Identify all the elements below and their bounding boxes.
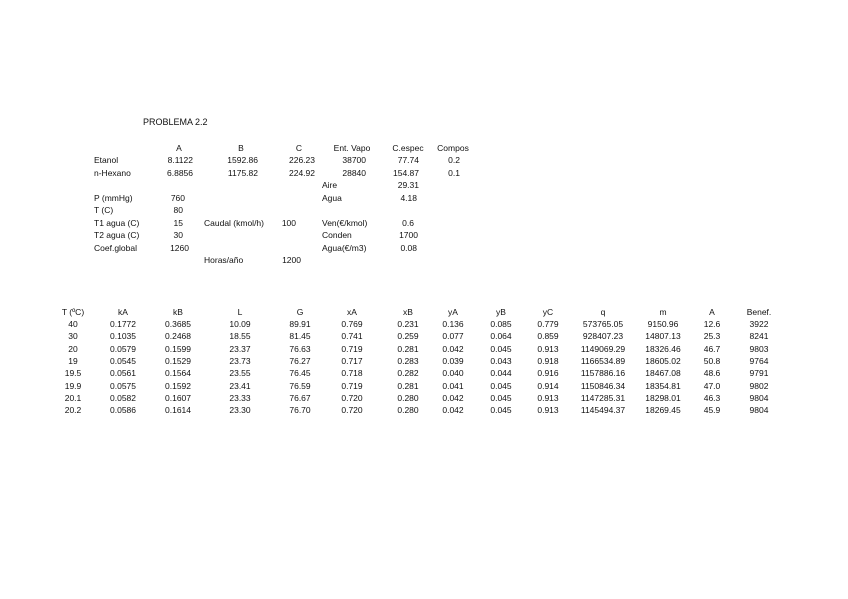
results-cell-m: 18605.02: [645, 356, 681, 367]
header-ent-vapo: Ent. Vapo: [333, 143, 371, 153]
results-cell-yc: 0.914: [537, 380, 559, 391]
ven-label: Ven(€/kmol): [322, 218, 368, 228]
results-cell-kb: 0.1592: [165, 380, 191, 391]
t-label: T (C): [94, 205, 114, 215]
results-header-benef: Benef.: [746, 307, 772, 317]
results-cell-xa: 0.720: [341, 405, 363, 416]
results-cell-ya: 0.136: [442, 319, 464, 329]
results-header-yc: yC: [542, 307, 554, 317]
coef-label: Coef.global: [94, 243, 138, 253]
results-cell-l: 23.55: [229, 368, 251, 379]
header-b: B: [238, 143, 244, 153]
results-cell-benef: 9791: [749, 368, 769, 379]
results-cell-t: 20: [68, 343, 78, 354]
results-cell-t: 19: [68, 356, 78, 367]
etanol-c: 226.23: [289, 155, 315, 165]
results-cell-xb: 0.281: [397, 380, 419, 391]
horas-label: Horas/año: [204, 255, 244, 265]
results-cell-q: 928407.23: [582, 331, 624, 342]
results-cell-xb: 0.259: [397, 331, 419, 342]
results-cell-g: 76.67: [289, 393, 311, 404]
etanol-b: 1592.86: [227, 155, 258, 165]
results-cell-a: 12.6: [703, 319, 721, 329]
results-cell-xa: 0.717: [341, 356, 363, 367]
results-cell-l: 18.55: [229, 331, 251, 342]
etanol-a: 8.1122: [167, 155, 193, 165]
hexano-label: n-Hexano: [94, 168, 131, 178]
results-cell-xb: 0.280: [397, 405, 419, 416]
results-cell-benef: 9804: [749, 405, 769, 416]
results-cell-kb: 0.1529: [165, 356, 191, 367]
results-cell-g: 76.63: [289, 343, 311, 354]
results-cell-a: 50.8: [703, 356, 721, 367]
results-cell-xb: 0.283: [397, 356, 419, 367]
results-cell-yc: 0.913: [537, 393, 559, 404]
results-cell-t: 30: [68, 331, 78, 342]
results-cell-benef: 9802: [749, 380, 769, 391]
results-cell-a: 46.7: [703, 343, 721, 354]
results-cell-g: 76.70: [289, 405, 311, 416]
results-cell-xb: 0.281: [397, 343, 419, 354]
results-cell-xb: 0.280: [397, 393, 419, 404]
etanol-label: Etanol: [94, 155, 119, 165]
results-cell-kb: 0.1607: [165, 393, 191, 404]
results-cell-a: 25.3: [703, 331, 721, 342]
etanol-c-espec: 77.74: [397, 155, 419, 165]
header-compos: Compos: [437, 143, 469, 153]
results-header-m: m: [659, 307, 667, 317]
results-cell-yc: 0.916: [537, 368, 559, 379]
caudal-value: 100: [281, 218, 296, 228]
results-cell-g: 76.59: [289, 380, 311, 391]
results-cell-benef: 8241: [749, 331, 769, 342]
results-cell-m: 18298.01: [645, 393, 681, 404]
results-cell-xa: 0.718: [341, 368, 363, 379]
caudal-label: Caudal (kmol/h): [204, 218, 264, 228]
results-cell-a: 47.0: [703, 380, 721, 391]
results-header-xb: xB: [403, 307, 413, 317]
results-cell-a: 48.6: [703, 368, 721, 379]
results-cell-xa: 0.741: [341, 331, 363, 342]
results-header-a: A: [709, 307, 715, 317]
results-cell-xb: 0.282: [397, 368, 419, 379]
results-cell-benef: 9803: [749, 343, 769, 354]
results-cell-xa: 0.719: [341, 343, 363, 354]
results-cell-yb: 0.045: [490, 343, 512, 354]
results-cell-ya: 0.042: [442, 405, 464, 416]
results-cell-yc: 0.779: [537, 319, 559, 329]
results-cell-yb: 0.045: [490, 405, 512, 416]
results-cell-yc: 0.918: [537, 356, 559, 367]
t-value: 80: [173, 205, 183, 215]
t1-value: 15: [173, 218, 183, 228]
aire-value: 29.31: [397, 180, 419, 190]
hexano-compos: 0.1: [448, 168, 460, 178]
results-cell-xa: 0.719: [341, 380, 363, 391]
results-cell-g: 81.45: [289, 331, 311, 342]
results-header-q: q: [600, 307, 606, 317]
results-cell-l: 23.73: [229, 356, 251, 367]
results-cell-xa: 0.769: [341, 319, 363, 329]
results-header-t: T (ºC): [61, 307, 85, 317]
results-cell-q: 1166534.89: [580, 356, 626, 367]
results-cell-kb: 0.3685: [165, 319, 191, 329]
results-cell-l: 23.37: [229, 343, 251, 354]
hexano-ent-vapo: 28840: [342, 168, 366, 178]
conden-label: Conden: [322, 230, 352, 240]
results-cell-ka: 0.0579: [110, 343, 136, 354]
coef-value: 1260: [170, 243, 189, 253]
results-cell-m: 18354.81: [645, 380, 681, 391]
results-cell-m: 18467.08: [645, 368, 681, 379]
hexano-a: 6.8856: [167, 168, 193, 178]
results-header-ya: yA: [448, 307, 458, 317]
results-cell-l: 23.41: [229, 380, 251, 391]
results-cell-ka: 0.0545: [110, 356, 136, 367]
results-cell-yc: 0.913: [537, 405, 559, 416]
results-cell-kb: 0.1564: [165, 368, 191, 379]
results-cell-t: 19.5: [64, 368, 82, 379]
results-cell-g: 76.27: [289, 356, 311, 367]
results-cell-yb: 0.044: [490, 368, 512, 379]
results-cell-yb: 0.085: [490, 319, 512, 329]
results-cell-xa: 0.720: [341, 393, 363, 404]
results-cell-ya: 0.077: [442, 331, 464, 342]
results-cell-ya: 0.042: [442, 393, 464, 404]
conden-value: 1700: [399, 230, 418, 240]
results-cell-ka: 0.0586: [110, 405, 136, 416]
results-cell-ya: 0.041: [442, 380, 464, 391]
results-cell-yc: 0.913: [537, 343, 559, 354]
header-c: C: [295, 143, 303, 153]
results-cell-q: 573765.05: [582, 319, 624, 329]
horas-value: 1200: [282, 255, 301, 265]
results-cell-l: 23.33: [229, 393, 251, 404]
results-cell-ya: 0.039: [442, 356, 464, 367]
header-c-espec: C.espec: [392, 143, 424, 153]
p-label: P (mmHg): [94, 193, 133, 203]
agua-cost-value: 0.08: [400, 243, 417, 253]
results-cell-a: 45.9: [703, 405, 721, 416]
agua-value: 4.18: [400, 193, 417, 203]
results-header-ka: kA: [118, 307, 128, 317]
results-cell-ka: 0.1035: [110, 331, 136, 342]
t2-label: T2 agua (C): [94, 230, 140, 240]
etanol-compos: 0.2: [448, 155, 460, 165]
results-header-yb: yB: [496, 307, 506, 317]
results-cell-m: 14807.13: [645, 331, 681, 342]
results-cell-ka: 0.1772: [110, 319, 136, 329]
results-header-g: G: [296, 307, 304, 317]
results-cell-t: 19.9: [64, 380, 82, 391]
results-cell-ka: 0.0561: [110, 368, 136, 379]
results-cell-t: 20.1: [64, 393, 82, 404]
results-cell-kb: 0.2468: [165, 331, 191, 342]
results-cell-ya: 0.042: [442, 343, 464, 354]
results-cell-ya: 0.040: [442, 368, 464, 379]
results-cell-benef: 9804: [749, 393, 769, 404]
results-cell-l: 23.30: [229, 405, 251, 416]
hexano-c-espec: 154.87: [393, 168, 419, 178]
aire-label: Aire: [322, 180, 338, 190]
hexano-b: 1175.82: [227, 168, 258, 178]
results-cell-m: 9150.96: [647, 319, 679, 329]
hexano-c: 224.92: [289, 168, 315, 178]
results-cell-yb: 0.045: [490, 380, 512, 391]
results-cell-a: 46.3: [703, 393, 721, 404]
results-header-xa: xA: [347, 307, 357, 317]
problem-title: PROBLEMA 2.2: [143, 117, 208, 127]
results-cell-q: 1150846.34: [580, 380, 626, 391]
results-cell-yc: 0.859: [537, 331, 559, 342]
results-cell-kb: 0.1599: [165, 343, 191, 354]
results-cell-kb: 0.1614: [165, 405, 191, 416]
results-cell-yb: 0.045: [490, 393, 512, 404]
results-header-l: L: [237, 307, 243, 317]
ven-value: 0.6: [402, 218, 414, 228]
results-cell-g: 76.45: [289, 368, 311, 379]
t1-label: T1 agua (C): [94, 218, 140, 228]
results-cell-q: 1147285.31: [580, 393, 626, 404]
results-cell-xb: 0.231: [397, 319, 419, 329]
results-cell-benef: 9764: [749, 356, 769, 367]
results-cell-benef: 3922: [749, 319, 769, 329]
results-cell-q: 1145494.37: [580, 405, 626, 416]
header-a: A: [176, 143, 182, 153]
t2-value: 30: [173, 230, 183, 240]
results-cell-ka: 0.0582: [110, 393, 136, 404]
agua-cost-label: Agua(€/m3): [322, 243, 367, 253]
results-cell-g: 89.91: [289, 319, 311, 329]
results-cell-t: 20.2: [64, 405, 82, 416]
results-cell-ka: 0.0575: [110, 380, 136, 391]
agua-label: Agua: [322, 193, 342, 203]
p-value: 760: [170, 193, 185, 203]
results-cell-m: 18269.45: [645, 405, 681, 416]
results-cell-yb: 0.043: [490, 356, 512, 367]
etanol-ent-vapo: 38700: [342, 155, 366, 165]
results-cell-t: 40: [68, 319, 78, 329]
results-cell-yb: 0.064: [490, 331, 512, 342]
results-cell-m: 18326.46: [645, 343, 681, 354]
results-cell-q: 1157886.16: [580, 368, 626, 379]
results-cell-l: 10.09: [229, 319, 251, 329]
results-cell-q: 1149069.29: [580, 343, 626, 354]
results-header-kb: kB: [173, 307, 183, 317]
